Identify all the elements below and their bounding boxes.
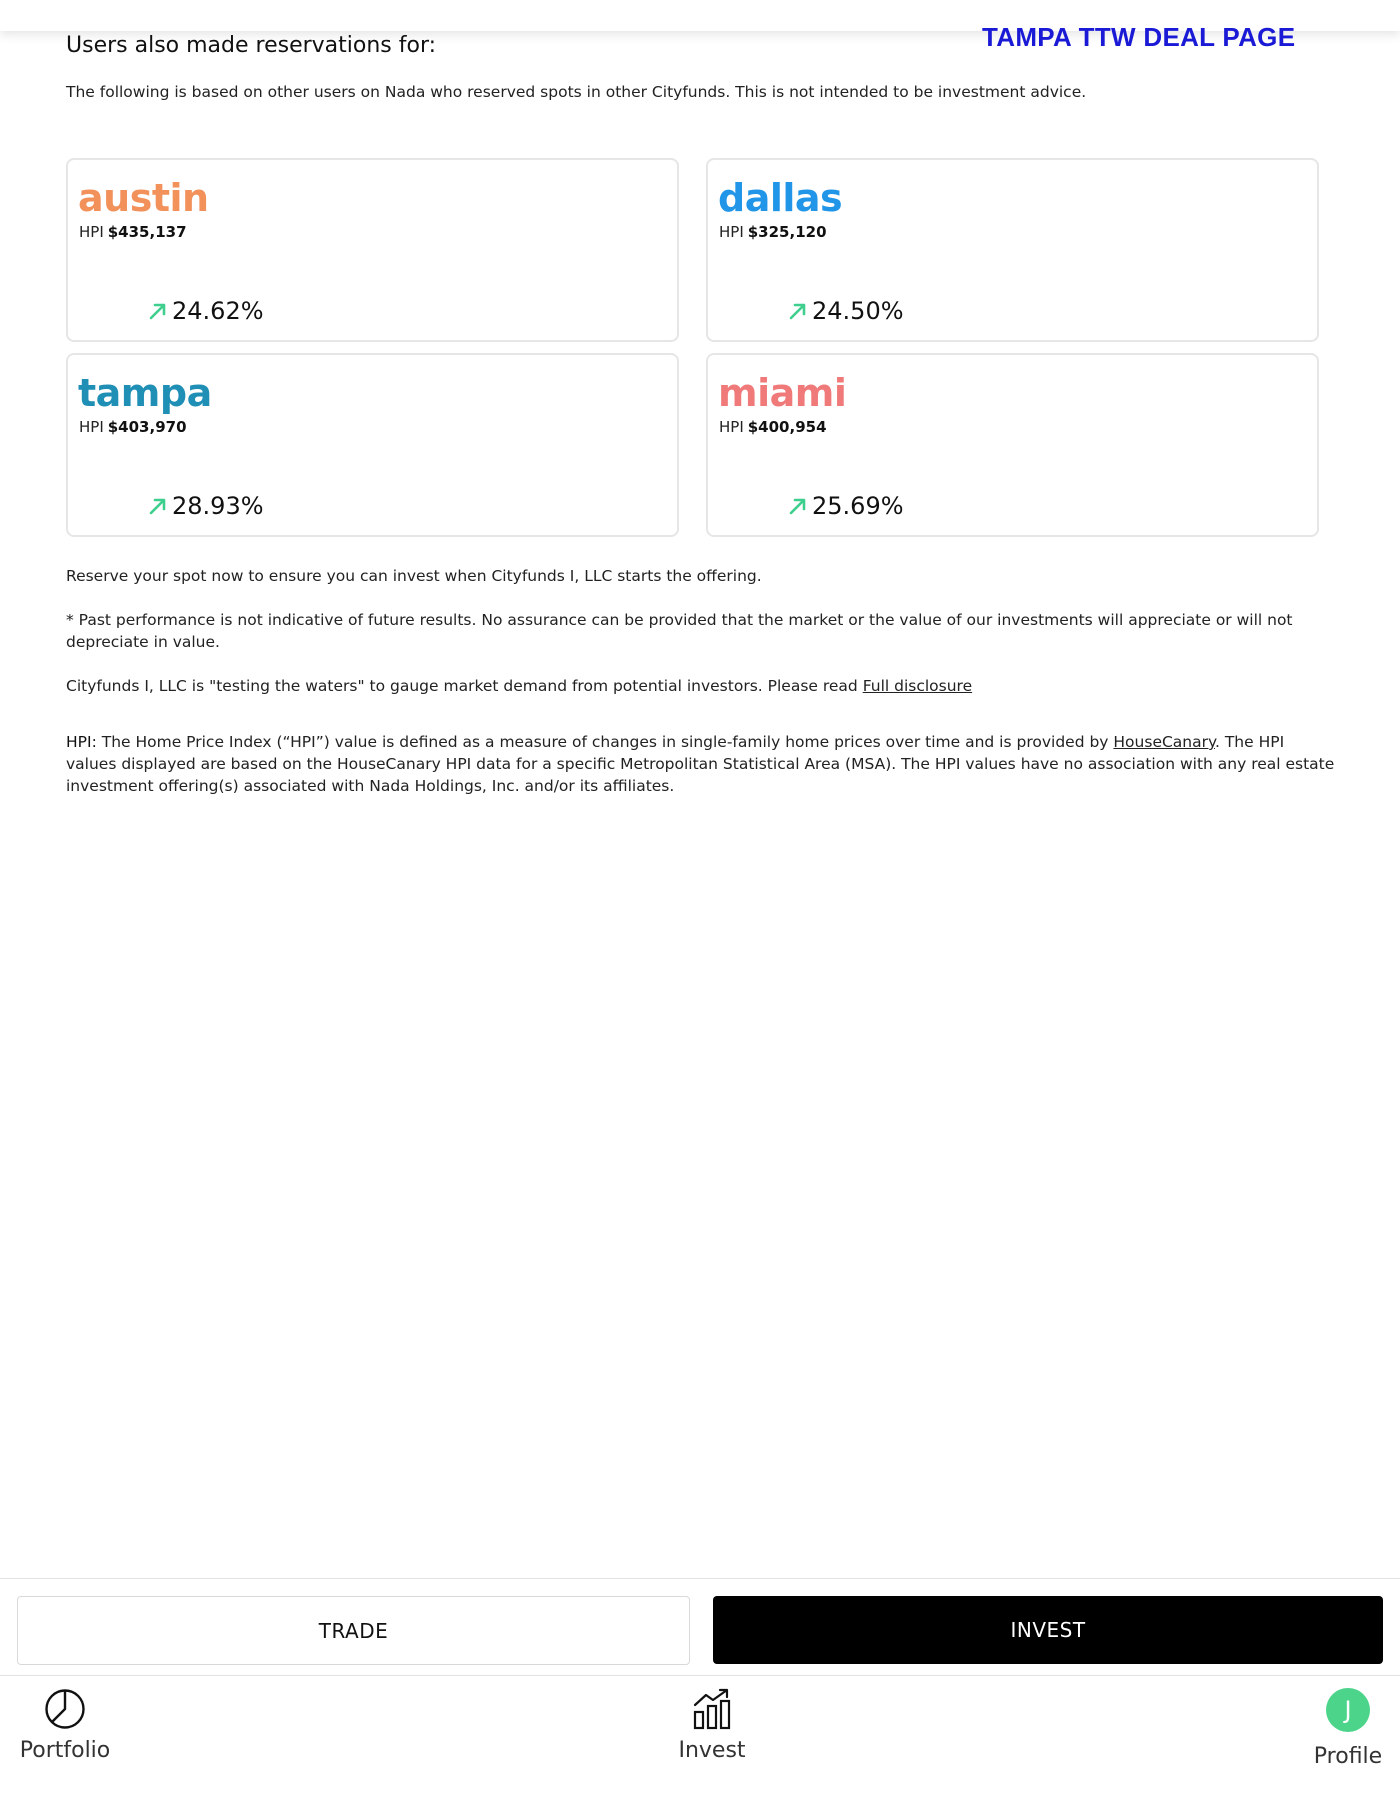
deal-page-label: TAMPA TTW DEAL PAGE <box>982 22 1296 52</box>
testing-waters-text <box>66 675 1336 697</box>
nav-profile[interactable] <box>1312 1688 1384 1769</box>
change-indicator <box>147 297 264 325</box>
testing-waters-sentence: Cityfunds I, LLC is "testing the waters" to gauge market demand from potential investors. Please read <box>66 677 863 695</box>
hpi-value: $400,954 <box>747 418 827 436</box>
hpi-line <box>719 223 827 241</box>
hpi-definition-part2: . The HPI values displayed are based on the HouseCanary HPI data for a specific Metropolitan Statistical Area (MSA). The HPI values have no association with any real estate investment offering(s) associated with Nada Holdings, Inc. and/or its affiliates. <box>66 733 1335 795</box>
trend-up-arrow-icon <box>787 495 809 517</box>
full-disclosure-link[interactable]: Full disclosure <box>862 677 973 695</box>
city-name: austin <box>78 176 209 220</box>
hpi-line <box>79 223 187 241</box>
nav-profile-label: Profile <box>1313 1744 1383 1769</box>
change-indicator <box>787 297 904 325</box>
nav-portfolio[interactable] <box>20 1688 110 1763</box>
trade-button[interactable]: TRADE <box>17 1596 690 1665</box>
hpi-label: HPI <box>719 223 744 241</box>
trend-up-arrow-icon <box>787 300 809 322</box>
reserve-text: Reserve your spot now to ensure you can invest when Cityfunds I, LLC starts the offering. <box>66 567 762 585</box>
hpi-line <box>79 418 187 436</box>
action-bar <box>0 1578 1400 1676</box>
change-value: 24.50% <box>812 297 904 325</box>
past-performance-text: * Past performance is not indicative of future results. No assurance can be provided that the market or the value of our investments will appreciate or will not depreciate in value. <box>66 611 1293 651</box>
invest-button[interactable]: INVEST <box>713 1596 1383 1664</box>
hpi-value: $435,137 <box>107 223 187 241</box>
housecanary-link[interactable]: HouseCanary <box>1113 733 1215 751</box>
change-value: 28.93% <box>172 492 264 520</box>
trend-up-arrow-icon <box>147 495 169 517</box>
nav-invest[interactable] <box>672 1688 752 1763</box>
change-indicator <box>147 492 264 520</box>
bottom-nav <box>0 1676 1400 1809</box>
hpi-term: HPI: <box>66 733 97 751</box>
avatar: J <box>1326 1688 1370 1732</box>
city-card-austin[interactable] <box>66 158 679 342</box>
hpi-value: $403,970 <box>107 418 187 436</box>
city-card-tampa[interactable] <box>66 353 679 537</box>
hpi-label: HPI <box>719 418 744 436</box>
hpi-line <box>719 418 827 436</box>
city-name: dallas <box>718 176 843 220</box>
trend-up-arrow-icon <box>147 300 169 322</box>
change-value: 24.62% <box>172 297 264 325</box>
city-card-miami[interactable] <box>706 353 1319 537</box>
city-card-dallas[interactable] <box>706 158 1319 342</box>
city-name: miami <box>718 371 847 415</box>
hpi-label: HPI <box>79 418 104 436</box>
hpi-definition-text <box>66 731 1336 797</box>
change-indicator <box>787 492 904 520</box>
city-name: tampa <box>78 371 212 415</box>
nav-invest-label: Invest <box>678 1738 746 1763</box>
intro-text: The following is based on other users on Nada who reserved spots in other Cityfunds. This is not intended to be investment advice. <box>66 83 1087 101</box>
nav-portfolio-label: Portfolio <box>19 1738 111 1763</box>
hpi-label: HPI <box>79 223 104 241</box>
bar-chart-trend-icon <box>691 1688 733 1730</box>
pie-chart-icon <box>44 1688 86 1730</box>
section-title: Users also made reservations for: <box>66 33 437 58</box>
change-value: 25.69% <box>812 492 904 520</box>
hpi-definition-part1: The Home Price Index (“HPI”) value is defined as a measure of changes in single-family home prices over time and is provided by <box>96 733 1114 751</box>
hpi-value: $325,120 <box>747 223 827 241</box>
